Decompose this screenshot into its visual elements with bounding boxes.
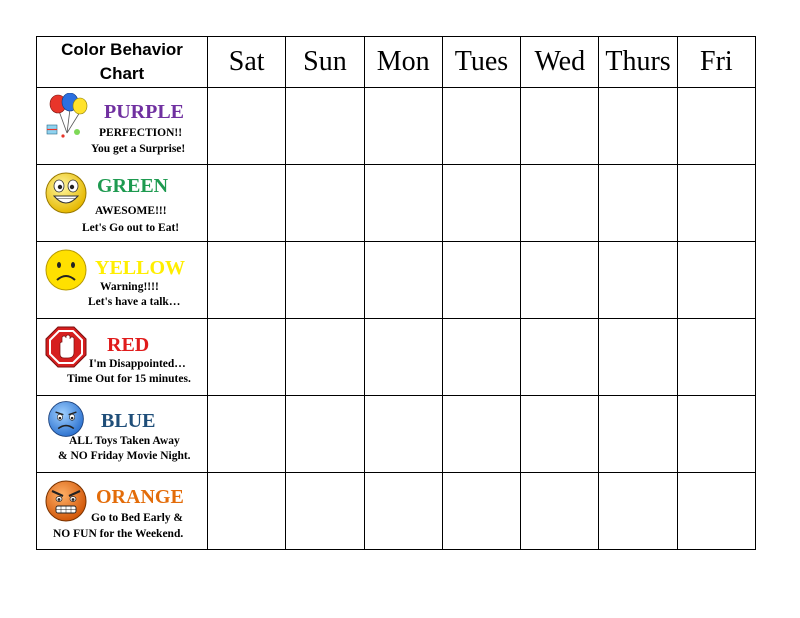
- day-cell[interactable]: [442, 165, 520, 242]
- day-cell[interactable]: [208, 396, 286, 473]
- behavior-row-purple: [37, 88, 756, 165]
- day-cell[interactable]: [442, 88, 520, 165]
- day-cell[interactable]: [286, 396, 364, 473]
- behavior-label-purple: [37, 88, 208, 165]
- day-header-wed: Wed: [521, 37, 599, 88]
- day-cell[interactable]: [442, 396, 520, 473]
- balloons-icon: [43, 93, 89, 139]
- day-cell[interactable]: [364, 165, 442, 242]
- behavior-desc-orange-line2: NO FUN for the Weekend.: [53, 528, 184, 540]
- day-cell[interactable]: [208, 242, 286, 319]
- day-cell[interactable]: [521, 396, 599, 473]
- day-cell[interactable]: [364, 319, 442, 396]
- day-cell[interactable]: [286, 319, 364, 396]
- day-cell[interactable]: [286, 473, 364, 550]
- day-cell[interactable]: [599, 473, 677, 550]
- day-cell[interactable]: [364, 473, 442, 550]
- behavior-desc-orange-line1: Go to Bed Early &: [91, 512, 183, 524]
- day-header-tues: Tues: [442, 37, 520, 88]
- behavior-row-blue: [37, 396, 756, 473]
- behavior-row-yellow: [37, 242, 756, 319]
- behavior-level-green: GREEN: [97, 175, 169, 197]
- day-cell[interactable]: [521, 242, 599, 319]
- behavior-level-orange: ORANGE: [96, 486, 184, 508]
- behavior-chart-table: [36, 36, 756, 550]
- day-cell[interactable]: [286, 88, 364, 165]
- behavior-row-red: [37, 319, 756, 396]
- day-cell[interactable]: [286, 165, 364, 242]
- day-cell[interactable]: [521, 319, 599, 396]
- day-cell[interactable]: [208, 165, 286, 242]
- day-cell[interactable]: [677, 319, 755, 396]
- day-cell[interactable]: [677, 473, 755, 550]
- chart-title-line1: Color Behavior: [61, 40, 183, 59]
- day-cell[interactable]: [521, 88, 599, 165]
- day-header-sat: Sat: [208, 37, 286, 88]
- behavior-desc-red-line1: I'm Disappointed…: [89, 358, 186, 370]
- chart-title-line2: Chart: [99, 64, 145, 83]
- behavior-desc-yellow-line1: Warning!!!!: [100, 281, 159, 293]
- day-cell[interactable]: [599, 88, 677, 165]
- day-header-fri: Fri: [677, 37, 755, 88]
- frowning-face-icon: [43, 247, 89, 293]
- behavior-desc-green-line1: AWESOME!!!: [95, 205, 167, 217]
- behavior-label-blue: [37, 396, 208, 473]
- behavior-label-orange: [37, 473, 208, 550]
- behavior-desc-purple-line2: You get a Surprise!: [91, 143, 186, 155]
- grinning-face-icon: [43, 170, 89, 216]
- day-cell[interactable]: [521, 165, 599, 242]
- behavior-desc-green-line2: Let's Go out to Eat!: [82, 222, 180, 234]
- day-cell[interactable]: [599, 396, 677, 473]
- day-header-thurs: Thurs: [599, 37, 677, 88]
- day-cell[interactable]: [208, 473, 286, 550]
- day-header-sun: Sun: [286, 37, 364, 88]
- day-cell[interactable]: [677, 242, 755, 319]
- day-cell[interactable]: [286, 242, 364, 319]
- day-cell[interactable]: [208, 88, 286, 165]
- behavior-level-blue: BLUE: [101, 410, 156, 432]
- day-cell[interactable]: [521, 473, 599, 550]
- sad-blue-face-icon: [46, 399, 86, 439]
- day-cell[interactable]: [599, 165, 677, 242]
- behavior-desc-red-line2: Time Out for 15 minutes.: [67, 373, 191, 385]
- behavior-level-purple: PURPLE: [104, 101, 184, 123]
- chart-title: [37, 37, 208, 88]
- behavior-desc-blue-line2: & NO Friday Movie Night.: [58, 450, 191, 462]
- behavior-level-yellow: YELLOW: [95, 257, 186, 279]
- day-cell[interactable]: [599, 319, 677, 396]
- day-cell[interactable]: [208, 319, 286, 396]
- day-cell[interactable]: [364, 88, 442, 165]
- day-cell[interactable]: [364, 396, 442, 473]
- behavior-row-orange: [37, 473, 756, 550]
- day-cell[interactable]: [599, 242, 677, 319]
- day-cell[interactable]: [442, 242, 520, 319]
- behavior-desc-blue-line1: ALL Toys Taken Away: [69, 435, 180, 447]
- stop-hand-icon: [43, 324, 89, 370]
- day-cell[interactable]: [677, 165, 755, 242]
- behavior-label-yellow: [37, 242, 208, 319]
- behavior-desc-yellow-line2: Let's have a talk…: [88, 296, 181, 308]
- behavior-level-red: RED: [107, 334, 150, 356]
- behavior-row-green: [37, 165, 756, 242]
- angry-face-icon: [43, 478, 89, 524]
- day-cell[interactable]: [442, 319, 520, 396]
- day-cell[interactable]: [677, 396, 755, 473]
- behavior-label-red: [37, 319, 208, 396]
- header-row: [37, 37, 756, 88]
- day-cell[interactable]: [677, 88, 755, 165]
- behavior-chart-sheet: [36, 36, 756, 558]
- day-cell[interactable]: [364, 242, 442, 319]
- day-cell[interactable]: [442, 473, 520, 550]
- day-header-mon: Mon: [364, 37, 442, 88]
- behavior-desc-purple-line1: PERFECTION!!: [99, 127, 183, 139]
- behavior-label-green: [37, 165, 208, 242]
